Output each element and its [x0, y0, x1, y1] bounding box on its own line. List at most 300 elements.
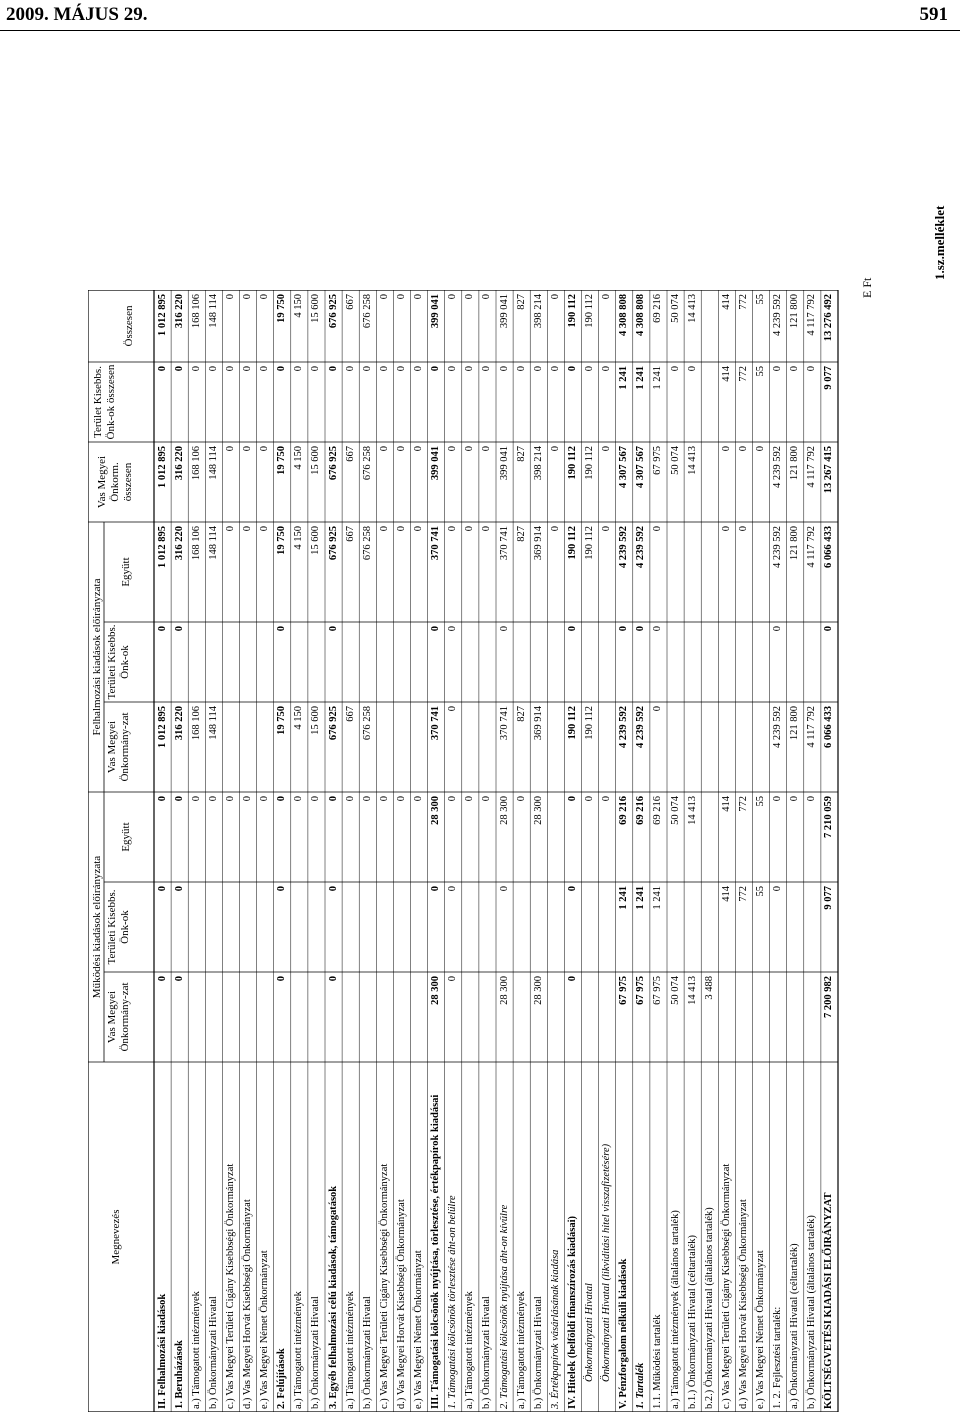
row-value: 0 — [156, 976, 168, 982]
row-value: 15 600 — [310, 294, 322, 323]
header-vas-onk — [106, 972, 132, 1062]
row-label: a.) Támogatott intézmények — [190, 1291, 202, 1409]
row-value: 369 914 — [532, 706, 544, 741]
row-value: 0 — [378, 366, 390, 372]
row-value: 0 — [259, 446, 271, 452]
row-value: 190 112 — [584, 706, 595, 740]
row-value: 0 — [413, 294, 424, 300]
row-value: 28 300 — [430, 796, 442, 825]
row-value: 4 239 592 — [635, 526, 647, 568]
row-value: 0 — [224, 796, 236, 802]
row-value: 0 — [156, 366, 168, 372]
row-value: 0 — [447, 366, 459, 372]
row-label: b.) Önkormányzati Hivatal — [310, 1296, 322, 1409]
row-value: 667 — [344, 294, 356, 310]
row-label: a.) Támogatott intézmények — [293, 1291, 305, 1409]
row-value: 0 — [276, 886, 288, 892]
row-value: 0 — [361, 796, 373, 802]
row-value: 676 925 — [327, 294, 339, 329]
row-value: 0 — [755, 446, 766, 452]
row-label: e.) Vas Megyei Német Önkormányzat — [755, 1250, 766, 1409]
row-value: 0 — [395, 446, 407, 452]
row-value: 0 — [344, 796, 356, 802]
row-value: 13 276 492 — [823, 294, 835, 342]
row-label: b.1.) Önkormányzati Hivatal (céltartalék) — [686, 1234, 698, 1409]
row-value: 1 241 — [618, 886, 630, 910]
row-label: a.) Önkormányzati Hivatal (céltartalék) — [789, 1243, 801, 1409]
row-value: 15 600 — [310, 706, 322, 735]
row-value: 414 — [720, 294, 732, 310]
row-value: 0 — [464, 366, 476, 372]
annex-label: 1.sz.melléklet — [932, 205, 947, 280]
row-label: c.) Vas Megyei Területi Cigány Kisebbségi Önkormányzat — [720, 1163, 732, 1409]
row-value: 0 — [156, 626, 168, 632]
row-value: 0 — [242, 446, 253, 452]
header-vas-onk-2 — [106, 702, 132, 792]
row-value: 0 — [601, 294, 613, 300]
row-value: 0 — [395, 796, 407, 802]
row-value: 0 — [327, 886, 339, 892]
row-value: 316 220 — [173, 706, 185, 741]
row-value: 0 — [515, 366, 527, 372]
row-label: II. Felhalmozási kiadások — [156, 1293, 168, 1409]
row-value: 0 — [327, 796, 339, 802]
row-value: 0 — [737, 446, 749, 452]
row-value: 0 — [498, 626, 510, 632]
row-value: 0 — [549, 446, 561, 452]
row-value: 4 150 — [293, 294, 305, 318]
row-label: KÖLTSÉGVETÉSI KIADÁSI ELŐIRÁNYZAT — [823, 1192, 835, 1409]
row-value: 0 — [224, 294, 236, 300]
row-value: 827 — [515, 294, 527, 310]
row-value: 370 741 — [498, 526, 510, 561]
row-value: 55 — [755, 796, 766, 807]
row-value: 4 239 592 — [772, 526, 784, 568]
row-value: 0 — [789, 796, 801, 802]
header-date: 2009. MÁJUS 29. — [6, 4, 148, 25]
row-value: 676 925 — [327, 706, 339, 741]
row-value: 0 — [242, 366, 253, 372]
row-value: 1 012 895 — [156, 706, 168, 748]
row-value: 6 066 433 — [823, 706, 835, 748]
row-value: 14 413 — [686, 446, 698, 475]
row-value: 0 — [413, 796, 424, 802]
row-value: 4 308 808 — [635, 294, 647, 336]
row-label: 1. Beruházások — [173, 1340, 185, 1409]
row-value: 148 114 — [207, 294, 219, 328]
row-value: 0 — [378, 526, 390, 532]
row-value: 0 — [430, 366, 442, 372]
row-label: e.) Vas Megyei Német Önkormányzat — [259, 1250, 271, 1409]
row-value: 168 106 — [190, 446, 202, 481]
row-value: 0 — [310, 796, 322, 802]
row-value: 0 — [601, 526, 613, 532]
row-value: 0 — [224, 446, 236, 452]
row-value: 316 220 — [173, 294, 185, 329]
row-value: 4 117 792 — [806, 706, 818, 748]
row-value: 0 — [361, 366, 373, 372]
row-value: 19 750 — [276, 706, 288, 735]
row-value: 1 012 895 — [156, 526, 168, 568]
row-value: 0 — [549, 366, 561, 372]
row-value: 0 — [224, 526, 236, 532]
row-value: 121 800 — [789, 526, 801, 561]
row-value: 28 300 — [532, 796, 544, 825]
row-value: 0 — [669, 366, 681, 372]
row-value: 4 239 592 — [618, 706, 630, 748]
row-label: 1. Tartalék — [635, 1362, 647, 1409]
row-label: c.) Vas Megyei Területi Cigány Kisebbségi Önkormányzat — [378, 1163, 390, 1409]
row-label: Önkormányzati Hivatal — [584, 1283, 595, 1382]
row-value: 19 750 — [276, 446, 288, 475]
row-value: 0 — [344, 366, 356, 372]
row-value: 0 — [242, 526, 253, 532]
row-value: 0 — [601, 796, 613, 802]
row-value: 0 — [259, 294, 271, 300]
row-value: 0 — [806, 366, 818, 372]
row-value: 0 — [413, 446, 424, 452]
row-value: 1 241 — [635, 886, 647, 910]
row-value: 0 — [686, 366, 698, 372]
header-group-mukodesi: Működési kiadások előirányzata — [91, 855, 103, 999]
row-value: 0 — [173, 796, 185, 802]
row-value: 399 041 — [430, 446, 442, 481]
row-value: 676 925 — [327, 446, 339, 481]
row-value: 827 — [515, 526, 527, 542]
row-value: 9 077 — [823, 366, 835, 390]
row-label: e.) Vas Megyei Német Önkormányzat — [413, 1250, 424, 1409]
row-value: 0 — [823, 626, 835, 632]
row-value: 676 925 — [327, 526, 339, 561]
row-label: a.) Támogatott intézmények — [515, 1291, 527, 1409]
row-label: b.2.) Önkormányzati Hivatal (általános tartalék) — [703, 1207, 715, 1409]
row-value: 190 112 — [584, 446, 595, 480]
row-value: 0 — [173, 366, 185, 372]
row-value: 1 241 — [652, 366, 664, 390]
row-value: 9 077 — [823, 886, 835, 910]
row-value: 28 300 — [532, 976, 544, 1005]
row-value: 0 — [566, 626, 578, 632]
row-value: 676 258 — [361, 294, 373, 329]
row-label: 2. Támogatási kölcsönök nyújtása áht-on kívülre — [498, 1204, 510, 1409]
row-value: 13 267 415 — [823, 446, 835, 494]
row-value: 0 — [772, 886, 784, 892]
row-value: 0 — [276, 626, 288, 632]
row-value: 0 — [498, 886, 510, 892]
row-value: 14 413 — [686, 796, 698, 825]
row-label: 3. Értékpapírok vásárlásának kiadása — [549, 1249, 561, 1409]
row-label: V. Pénzforgalom nélküli kiadások — [618, 1258, 630, 1409]
row-value: 0 — [190, 796, 202, 802]
row-label: 1.1. Működési tartalék — [652, 1314, 664, 1409]
header-name: Megnevezés — [110, 1209, 122, 1265]
row-value: 667 — [344, 446, 356, 462]
row-value: 0 — [447, 294, 459, 300]
row-value: 0 — [464, 526, 476, 532]
row-value: 0 — [207, 796, 219, 802]
row-value: 0 — [464, 446, 476, 452]
row-value: 0 — [447, 796, 459, 802]
row-value: 28 300 — [498, 796, 510, 825]
page-number: 591 — [919, 4, 948, 25]
row-value: 0 — [430, 886, 442, 892]
row-value: 4 150 — [293, 526, 305, 550]
unit-label: E Ft — [860, 277, 874, 298]
row-value: 0 — [447, 976, 459, 982]
row-value: 0 — [242, 294, 253, 300]
row-label: a.) Támogatott intézmények — [344, 1291, 356, 1409]
row-value: 67 975 — [635, 976, 647, 1005]
header-group-felhalmozasi: Felhalmozási kiadások előirányzata — [91, 578, 103, 736]
row-value: 121 800 — [789, 706, 801, 741]
row-value: 0 — [156, 886, 168, 892]
row-value: 0 — [276, 366, 288, 372]
row-label: 3. Egyéb felhalmozási célú kiadások, támogatások — [327, 1185, 339, 1409]
row-value: 0 — [276, 976, 288, 982]
header-vas-osszesen-text: Vas Megyei Önkorm. összesen — [96, 455, 134, 509]
row-value: 0 — [447, 626, 459, 632]
row-value: 4 239 592 — [772, 446, 784, 488]
row-value: 67 975 — [652, 446, 664, 475]
row-value: 0 — [293, 366, 305, 372]
row-value: 69 216 — [635, 796, 647, 825]
row-value: 0 — [720, 446, 732, 452]
row-value: 190 112 — [566, 706, 578, 740]
row-value: 0 — [395, 526, 407, 532]
row-label: 1. Támogatási kölcsönök törlesztése áht-on belülre — [447, 1195, 459, 1409]
row-value: 148 114 — [207, 706, 219, 740]
row-value: 0 — [618, 626, 630, 632]
row-value: 0 — [413, 526, 424, 532]
row-value: 190 112 — [566, 446, 578, 480]
row-value: 55 — [755, 366, 766, 377]
row-value: 55 — [755, 886, 766, 897]
row-value: 50 074 — [669, 446, 681, 475]
row-value: 0 — [515, 796, 527, 802]
row-value: 370 741 — [430, 526, 442, 561]
row-value: 14 413 — [686, 976, 698, 1005]
row-label: b.) Önkormányzati Hivatal — [532, 1296, 544, 1409]
row-value: 316 220 — [173, 526, 185, 561]
row-label: IV. Hitelek (belföldi finanszírozás kiadásai) — [566, 1215, 578, 1409]
row-value: 0 — [173, 626, 185, 632]
row-value: 0 — [498, 366, 510, 372]
row-value: 168 106 — [190, 526, 202, 561]
header-osszesen: Összesen — [123, 305, 135, 347]
row-value: 55 — [755, 294, 766, 305]
row-label: b.) Önkormányzati Hivatal — [481, 1296, 493, 1409]
row-value: 772 — [737, 796, 749, 812]
row-value: 0 — [566, 886, 578, 892]
header-egyutt: Együtt — [120, 822, 132, 852]
row-value: 190 112 — [584, 526, 595, 560]
row-value: 399 041 — [430, 294, 442, 329]
row-value: 0 — [242, 796, 253, 802]
row-value: 4 150 — [293, 446, 305, 470]
row-value: 0 — [806, 796, 818, 802]
row-value: 0 — [207, 366, 219, 372]
budget-table — [88, 290, 840, 1412]
row-value: 827 — [515, 706, 527, 722]
row-value: 1 241 — [635, 366, 647, 390]
row-value: 0 — [464, 796, 476, 802]
header-vas-onk-text: Vas Megyei Önkormány-zat — [106, 982, 131, 1052]
row-value: 1 012 895 — [156, 294, 168, 336]
row-value: 50 074 — [669, 796, 681, 825]
row-value: 50 074 — [669, 976, 681, 1005]
row-value: 69 216 — [652, 796, 664, 825]
row-value: 0 — [447, 706, 459, 712]
row-value: 0 — [601, 446, 613, 452]
row-value: 67 975 — [618, 976, 630, 1005]
row-label: c.) Vas Megyei Területi Cigány Kisebbségi Önkormányzat — [224, 1163, 236, 1409]
row-value: 0 — [378, 446, 390, 452]
row-value: 0 — [259, 366, 271, 372]
header-ter-osszesen-text: Terület Kisebbs. Önk-ok összesen — [92, 364, 117, 440]
row-value: 4 308 808 — [618, 294, 630, 336]
row-value: 0 — [720, 526, 732, 532]
row-value: 0 — [652, 526, 664, 532]
row-value: 7 210 059 — [823, 796, 835, 838]
row-value: 398 214 — [532, 294, 544, 329]
row-value: 0 — [601, 366, 613, 372]
row-value: 0 — [327, 626, 339, 632]
row-value: 1 012 895 — [156, 446, 168, 488]
row-value: 190 112 — [566, 294, 578, 328]
row-label: Önkormányzati Hivatal (likviditási hitel visszafizetésére) — [601, 1143, 613, 1382]
header-vas-osszesen — [96, 442, 135, 522]
row-value: 0 — [173, 886, 185, 892]
row-value: 190 112 — [584, 294, 595, 328]
header-teruleti — [106, 882, 132, 972]
row-value: 4 117 792 — [806, 294, 818, 336]
row-value: 3 488 — [703, 976, 715, 1000]
row-label: III. Támogatási kölcsönök nyújtása, törlesztése, értékpapírok kiadásai — [430, 1094, 442, 1409]
row-value: 0 — [635, 626, 647, 632]
row-value: 0 — [447, 886, 459, 892]
row-value: 0 — [772, 366, 784, 372]
row-value: 0 — [481, 526, 493, 532]
row-value: 0 — [293, 796, 305, 802]
row-value: 19 750 — [276, 526, 288, 555]
row-value: 0 — [327, 366, 339, 372]
row-value: 0 — [789, 366, 801, 372]
row-value: 0 — [584, 366, 595, 372]
row-value: 370 741 — [430, 706, 442, 741]
row-value: 0 — [652, 626, 664, 632]
row-value: 676 258 — [361, 446, 373, 481]
row-value: 0 — [378, 294, 390, 300]
row-label: d.) Vas Megyei Horvát Kisebbségi Önkormányzat — [737, 1199, 749, 1409]
row-value: 0 — [566, 976, 578, 982]
row-value: 0 — [772, 796, 784, 802]
row-value: 0 — [464, 294, 476, 300]
row-value: 0 — [532, 366, 544, 372]
row-value: 7 200 982 — [823, 976, 835, 1018]
row-value: 190 112 — [566, 526, 578, 560]
row-value: 0 — [190, 366, 202, 372]
row-value: 69 216 — [652, 294, 664, 323]
row-value: 0 — [259, 526, 271, 532]
row-value: 0 — [481, 446, 493, 452]
row-value: 4 307 567 — [635, 446, 647, 488]
row-value: 0 — [481, 796, 493, 802]
row-value: 4 307 567 — [618, 446, 630, 488]
row-value: 0 — [566, 366, 578, 372]
row-value: 4 239 592 — [772, 706, 784, 748]
row-value: 148 114 — [207, 446, 219, 480]
row-value: 0 — [481, 366, 493, 372]
row-value: 414 — [720, 366, 732, 382]
header-egyutt-2: Együtt — [120, 557, 132, 587]
row-value: 0 — [259, 796, 271, 802]
row-value: 772 — [737, 366, 749, 382]
row-value: 667 — [344, 706, 356, 722]
row-value: 772 — [737, 886, 749, 902]
row-value: 0 — [447, 446, 459, 452]
row-label: b.) Önkormányzati Hivatal (általános tartalék) — [806, 1215, 818, 1409]
row-label: 1. 2. Fejlesztési tartalék: — [772, 1306, 784, 1409]
row-value: 0 — [772, 626, 784, 632]
row-value: 4 117 792 — [806, 526, 818, 568]
row-value: 6 066 433 — [823, 526, 835, 568]
row-value: 19 750 — [276, 294, 288, 323]
row-value: 0 — [566, 796, 578, 802]
row-label: a.) Támogatott intézmények — [464, 1291, 476, 1409]
header-teruleti-2-text: Területi Kisebbs. Önk-ok — [106, 624, 131, 700]
row-value: 0 — [378, 796, 390, 802]
header-teruleti-2 — [106, 622, 132, 702]
row-value: 399 041 — [498, 294, 510, 329]
row-value: 0 — [481, 294, 493, 300]
row-value: 399 041 — [498, 446, 510, 481]
row-value: 0 — [310, 366, 322, 372]
row-value: 827 — [515, 446, 527, 462]
row-label: 2. Felújítások — [276, 1348, 288, 1409]
row-label: b.) Önkormányzati Hivatal — [361, 1296, 373, 1409]
row-value: 0 — [156, 796, 168, 802]
row-label: b.) Önkormányzati Hivatal — [207, 1296, 219, 1409]
row-value: 121 800 — [789, 446, 801, 481]
row-value: 369 914 — [532, 526, 544, 561]
row-value: 0 — [584, 796, 595, 802]
row-value: 0 — [395, 294, 407, 300]
row-value: 50 074 — [669, 294, 681, 323]
row-value: 4 239 592 — [618, 526, 630, 568]
row-value: 69 216 — [618, 796, 630, 825]
row-value: 4 239 592 — [635, 706, 647, 748]
row-value: 28 300 — [430, 976, 442, 1005]
row-value: 0 — [430, 626, 442, 632]
row-value: 398 214 — [532, 446, 544, 481]
row-value: 676 258 — [361, 706, 373, 741]
row-value: 4 239 592 — [772, 294, 784, 336]
row-value: 414 — [720, 796, 732, 812]
row-value: 0 — [737, 526, 749, 532]
row-value: 148 114 — [207, 526, 219, 560]
row-value: 0 — [327, 976, 339, 982]
row-value: 0 — [549, 526, 561, 532]
row-value: 0 — [447, 526, 459, 532]
row-value: 14 413 — [686, 294, 698, 323]
row-value: 676 258 — [361, 526, 373, 561]
header-teruleti-text: Területi Kisebbs. Önk-ok — [106, 889, 131, 965]
row-value: 168 106 — [190, 294, 202, 329]
row-value: 67 975 — [652, 976, 664, 1005]
row-value: 370 741 — [498, 706, 510, 741]
row-value: 1 241 — [618, 366, 630, 390]
header-ter-osszesen — [92, 362, 118, 442]
